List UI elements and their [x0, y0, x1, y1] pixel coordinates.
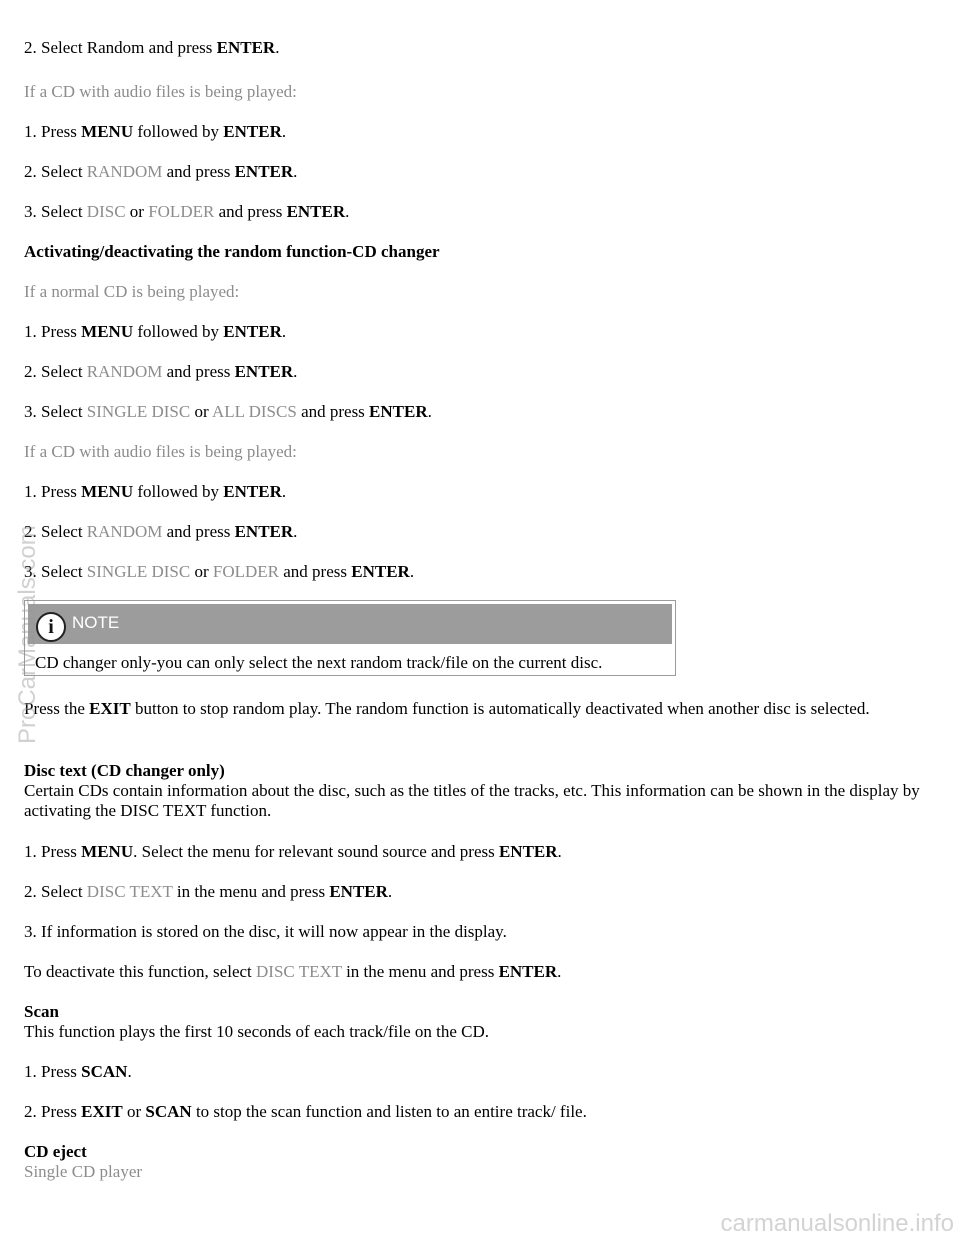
step-press-menu: 1. Press MENU followed by ENTER. — [24, 122, 287, 141]
step-select-disc-text: 2. Select DISC TEXT in the menu and press ENTER. — [24, 882, 393, 901]
note-header — [28, 604, 672, 644]
paragraph-exit-random: Press the EXIT button to stop random play. The random function is automatically deactivated when another disc is selected. — [24, 699, 870, 718]
section-heading-random-changer: Activating/deactivating the random function-CD changer — [24, 242, 440, 261]
note-title: NOTE — [72, 613, 120, 632]
paragraph-scan: This function plays the first 10 seconds of each track/file on the CD. — [24, 1022, 490, 1041]
step-stop-scan: 2. Press EXIT or SCAN to stop the scan function and listen to an entire track/ file. — [24, 1102, 587, 1121]
step-press-menu-source: 1. Press MENU. Select the menu for relevant sound source and press ENTER. — [24, 842, 562, 861]
step-select-random-menu: 2. Select RANDOM and press ENTER. — [24, 522, 298, 541]
note-box — [24, 600, 676, 676]
condition-audio-files: If a CD with audio files is being played: — [24, 442, 297, 461]
paragraph-disc-text: Certain CDs contain information about the disc, such as the titles of the tracks, etc. This information can be shown in the display by activating the DISC TEXT function. — [24, 781, 920, 820]
step-select-disc-folder: 3. Select DISC or FOLDER and press ENTER. — [24, 202, 350, 221]
section-heading-disc-text: Disc text (CD changer only) — [24, 761, 225, 780]
step-select-random-menu: 2. Select RANDOM and press ENTER. — [24, 162, 298, 181]
step-press-scan: 1. Press SCAN. — [24, 1062, 132, 1081]
section-heading-cd-eject: CD eject — [24, 1142, 87, 1161]
section-heading-scan: Scan — [24, 1002, 59, 1021]
note-text: CD changer only-you can only select the next random track/file on the current disc. — [35, 653, 603, 672]
step-press-menu: 1. Press MENU followed by ENTER. — [24, 482, 287, 501]
condition-normal-cd: If a normal CD is being played: — [24, 282, 240, 301]
step-select-random: 2. Select Random and press ENTER. — [24, 38, 280, 57]
step-info-display: 3. If information is stored on the disc, it will now appear in the display. — [24, 922, 507, 941]
step-select-single-folder: 3. Select SINGLE DISC or FOLDER and press ENTER. — [24, 562, 415, 581]
step-press-menu: 1. Press MENU followed by ENTER. — [24, 322, 287, 341]
info-icon: i — [36, 612, 66, 642]
condition-audio-files: If a CD with audio files is being played: — [24, 82, 297, 101]
step-deactivate-disc-text: To deactivate this function, select DISC TEXT in the menu and press ENTER. — [24, 962, 562, 981]
step-select-random-menu: 2. Select RANDOM and press ENTER. — [24, 362, 298, 381]
watermark-bottom: carmanualsonline.info — [720, 1210, 954, 1237]
step-select-single-all: 3. Select SINGLE DISC or ALL DISCS and press ENTER. — [24, 402, 432, 421]
watermark-left: ProCarManuals.com — [14, 525, 41, 744]
subheading-single-cd: Single CD player — [24, 1162, 143, 1181]
